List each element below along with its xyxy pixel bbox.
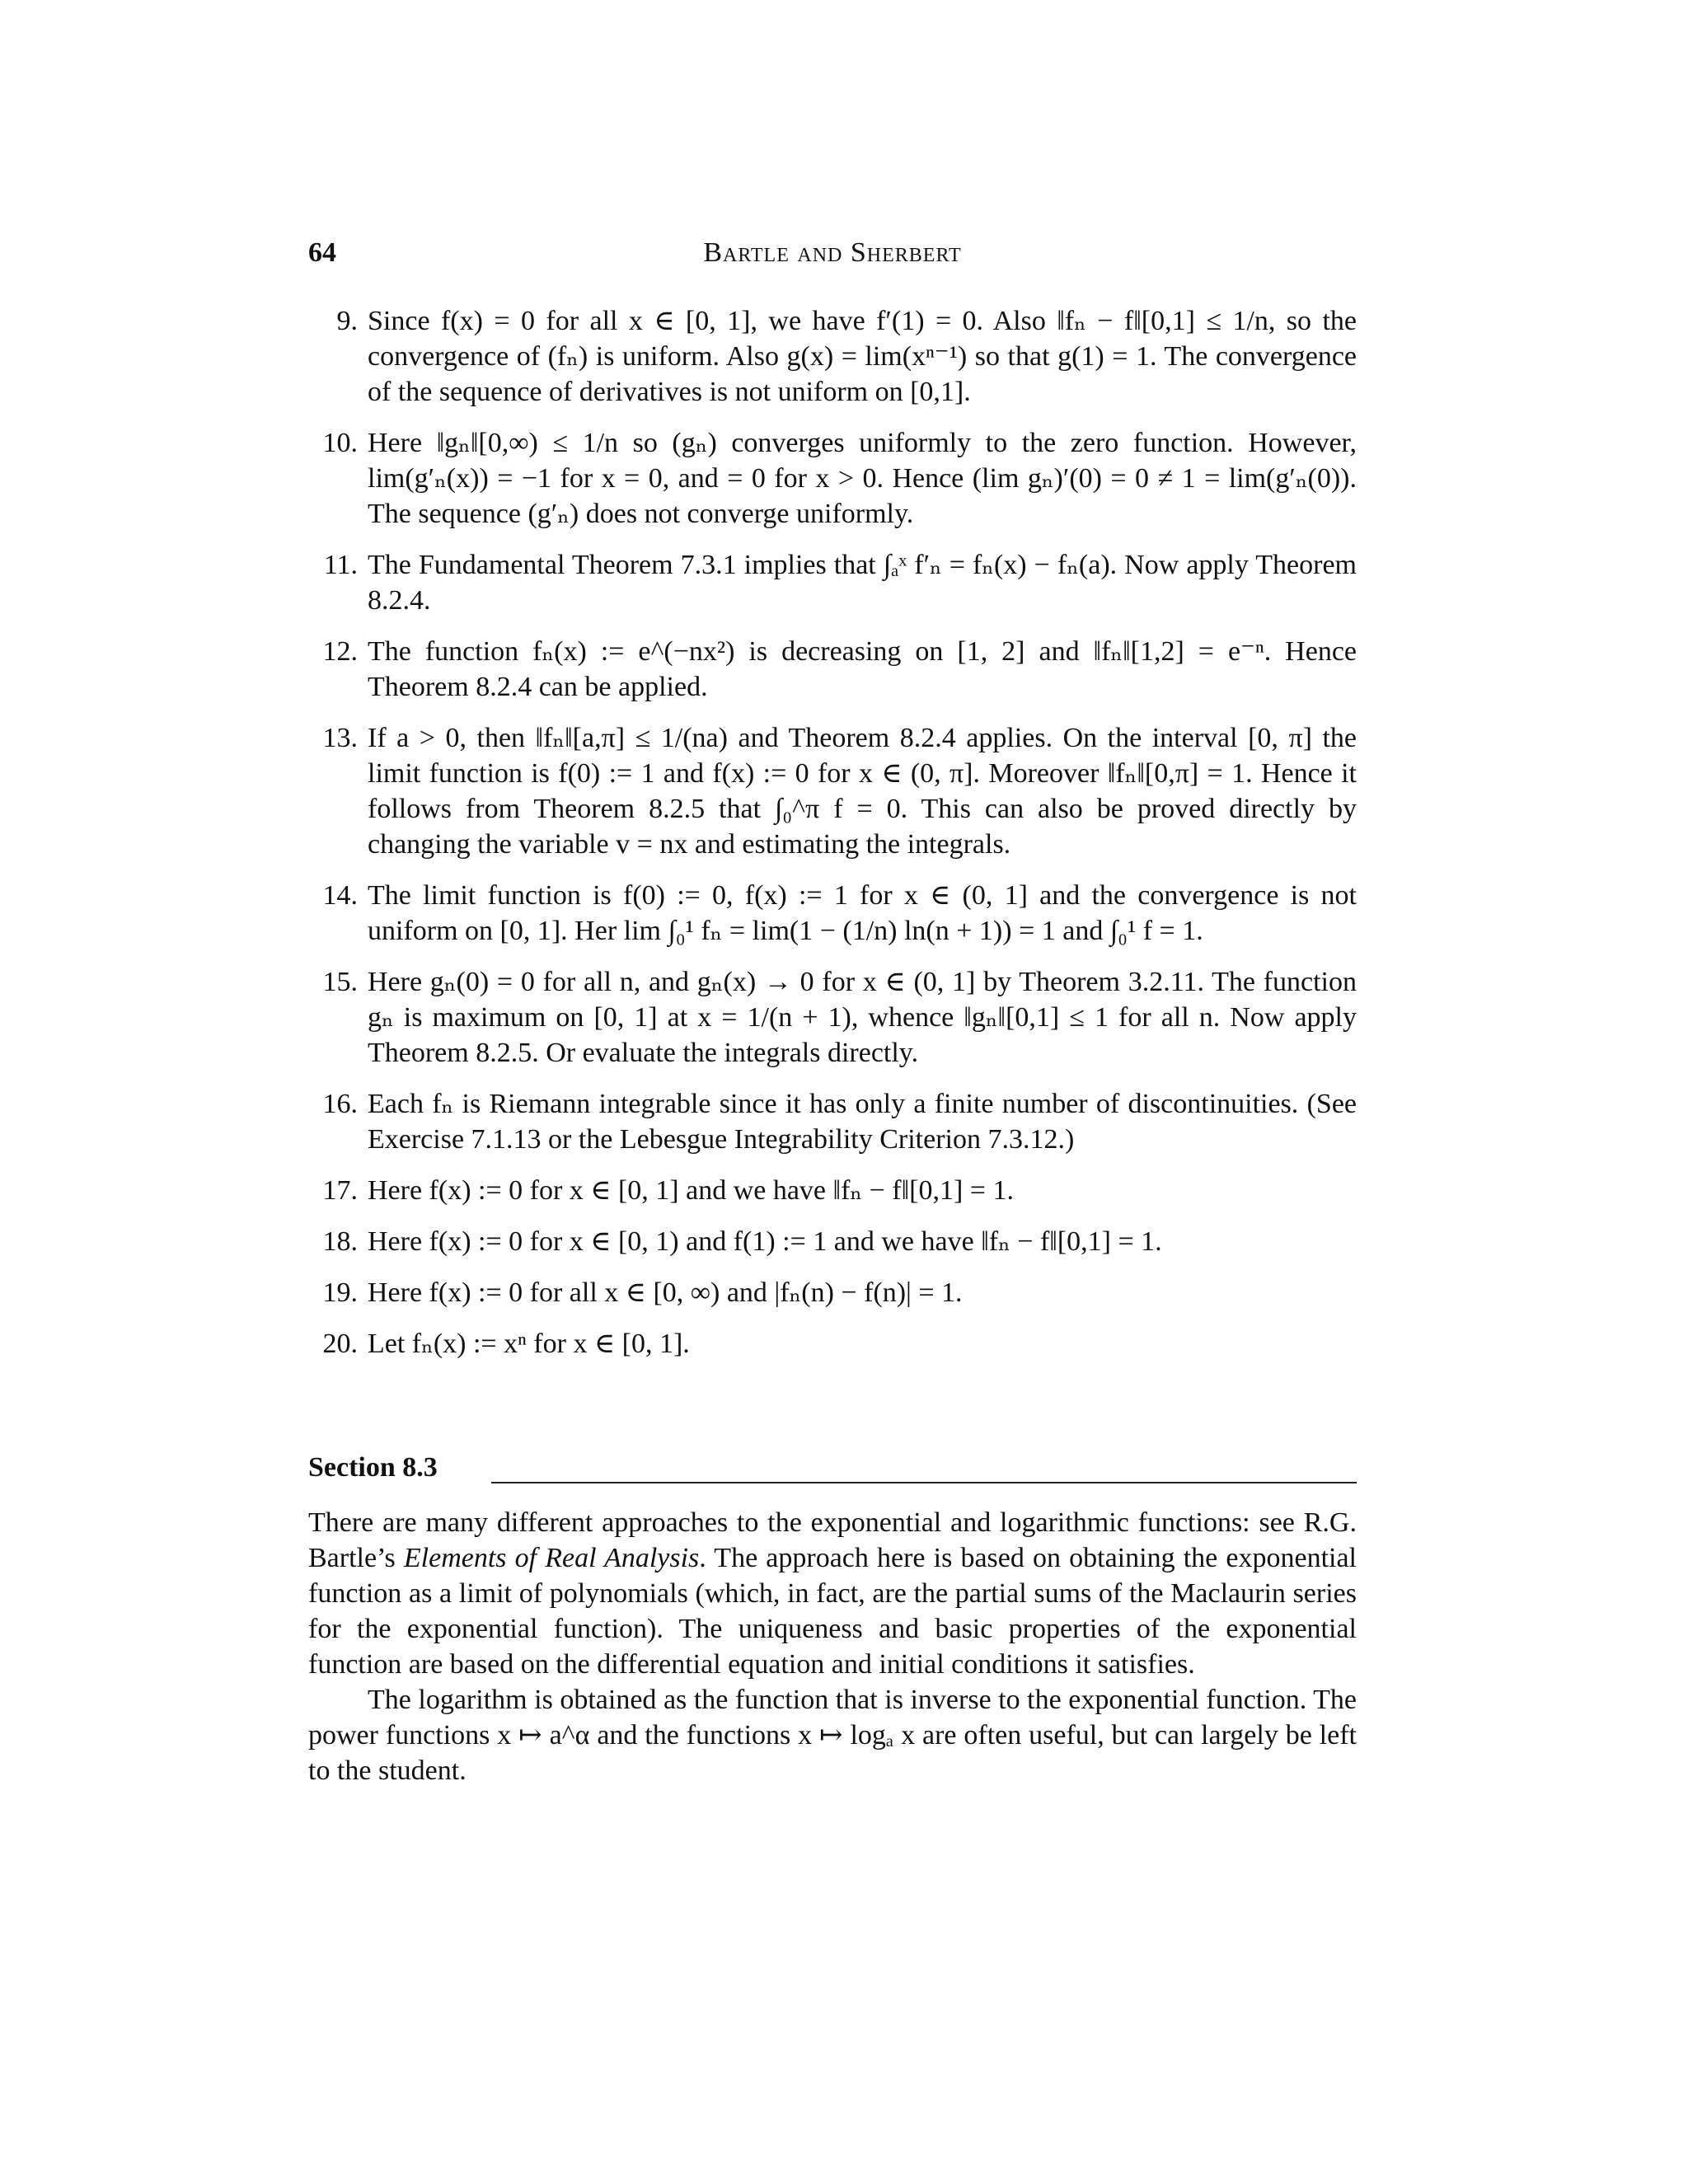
item-text: Here ‖gₙ‖[0,∞) ≤ 1/n so (gₙ) converges uniformly to the zero function. However, lim(g′ₙ(x)) = −1 for x = 0, and = 0 for x > 0. Hence (lim gₙ)′(0) = 0 ≠ 1 = lim(g′ₙ(0)). The sequence (g′ₙ) does not converge uniformly. [368,428,1357,529]
running-title: Bartle and Sherbert [703,237,962,268]
paragraph-text: The logarithm is obtained as the function that is inverse to the exponential function. The power functions x ↦ a^α and the functions x ↦ logₐ x are often useful, but can largely be left to the student. [308,1685,1357,1786]
list-item [308,547,1357,618]
section-title: Section 8.3 [308,1452,449,1483]
running-header [308,237,1357,279]
item-number: 19. [322,1277,358,1308]
item-number: 16. [322,1089,358,1119]
item-number: 11. [323,550,358,580]
section-rule [491,1482,1357,1483]
page-number: 64 [308,237,336,268]
item-number: 10. [322,428,358,458]
book-title: Elements of Real Analysis [403,1543,700,1573]
list-item [308,720,1357,862]
item-text: If a > 0, then ‖fₙ‖[a,π] ≤ 1/(na) and Theorem 8.2.4 applies. On the interval [0, π] the limit function is f(0) := 1 and f(x) := 0 for x ∈ (0, π]. Moreover ‖fₙ‖[0,π] = 1. Hence it follows from Theorem 8.2.5 that ∫₀^π f = 0. This can also be proved directly by changing the variable v = nx and estimating the integrals. [368,723,1357,860]
item-text: Here f(x) := 0 for x ∈ [0, 1] and we have ‖fₙ − f‖[0,1] = 1. [368,1175,1014,1206]
list-item [308,964,1357,1071]
paragraph [308,1505,1357,1682]
item-number: 14. [322,880,358,911]
paragraph-text: There are many different approaches to the exponential and logarithmic functions: see R.G. Bartle’s [308,1507,1357,1573]
item-text: Each fₙ is Riemann integrable since it has only a finite number of discontinuities. (See Exercise 7.1.13 or the Lebesgue Integrability Criterion 7.3.12.) [368,1089,1357,1155]
list-item [308,1275,1357,1310]
item-text: Here gₙ(0) = 0 for all n, and gₙ(x) → 0 for x ∈ (0, 1] by Theorem 3.2.11. The function gₙ is maximum on [0, 1] at x = 1/(n + 1), whence ‖gₙ‖[0,1] ≤ 1 for all n. Now apply Theorem 8.2.5. Or evaluate the integrals directly. [368,967,1357,1068]
item-text: Since f(x) = 0 for all x ∈ [0, 1], we have f′(1) = 0. Also ‖fₙ − f‖[0,1] ≤ 1/n, so the convergence of (fₙ) is uniform. Also g(x) = lim(xⁿ⁻¹) so that g(1) = 1. The convergence of the sequence of derivatives is not uniform on [0,1]. [368,306,1357,407]
item-text: Let fₙ(x) := xⁿ for x ∈ [0, 1]. [368,1329,690,1359]
item-number: 18. [322,1226,358,1257]
paragraph [308,1682,1357,1788]
item-number: 15. [322,967,358,997]
item-number: 9. [336,306,358,336]
list-item [308,634,1357,705]
list-item [308,878,1357,949]
item-number: 17. [322,1175,358,1206]
exercise-solutions-list [308,303,1357,1377]
item-text: The limit function is f(0) := 0, f(x) := 1 for x ∈ (0, 1] and the convergence is not uniform on [0, 1]. Her lim ∫₀¹ fₙ = lim(1 − (1/n) ln(n + 1)) = 1 and ∫₀¹ f = 1. [368,880,1357,946]
list-item [308,1224,1357,1259]
list-item [308,1173,1357,1208]
list-item [308,1086,1357,1157]
list-item [308,303,1357,410]
item-text: The function fₙ(x) := e^(−nx²) is decreasing on [1, 2] and ‖fₙ‖[1,2] = e⁻ⁿ. Hence Theorem 8.2.4 can be applied. [368,636,1357,702]
paragraph-text: . The approach here is based on obtaining the exponential function as a limit of polynomials (which, in fact, are the partial sums of the Maclaurin series for the exponential function). The uniqueness and basic properties of the exponential function are based on the differential equation and initial conditions it satisfies. [308,1543,1357,1680]
section-body [308,1505,1357,1788]
item-number: 20. [322,1329,358,1359]
item-text: Here f(x) := 0 for all x ∈ [0, ∞) and |fₙ(n) − f(n)| = 1. [368,1277,963,1308]
item-text: The Fundamental Theorem 7.3.1 implies that ∫ₐˣ f′ₙ = fₙ(x) − fₙ(a). Now apply Theorem 8.2.4. [368,550,1357,616]
list-item [308,1326,1357,1361]
section-heading [308,1452,1357,1493]
item-number: 12. [322,636,358,667]
item-text: Here f(x) := 0 for x ∈ [0, 1) and f(1) := 1 and we have ‖fₙ − f‖[0,1] = 1. [368,1226,1162,1257]
item-number: 13. [322,723,358,753]
list-item [308,425,1357,532]
